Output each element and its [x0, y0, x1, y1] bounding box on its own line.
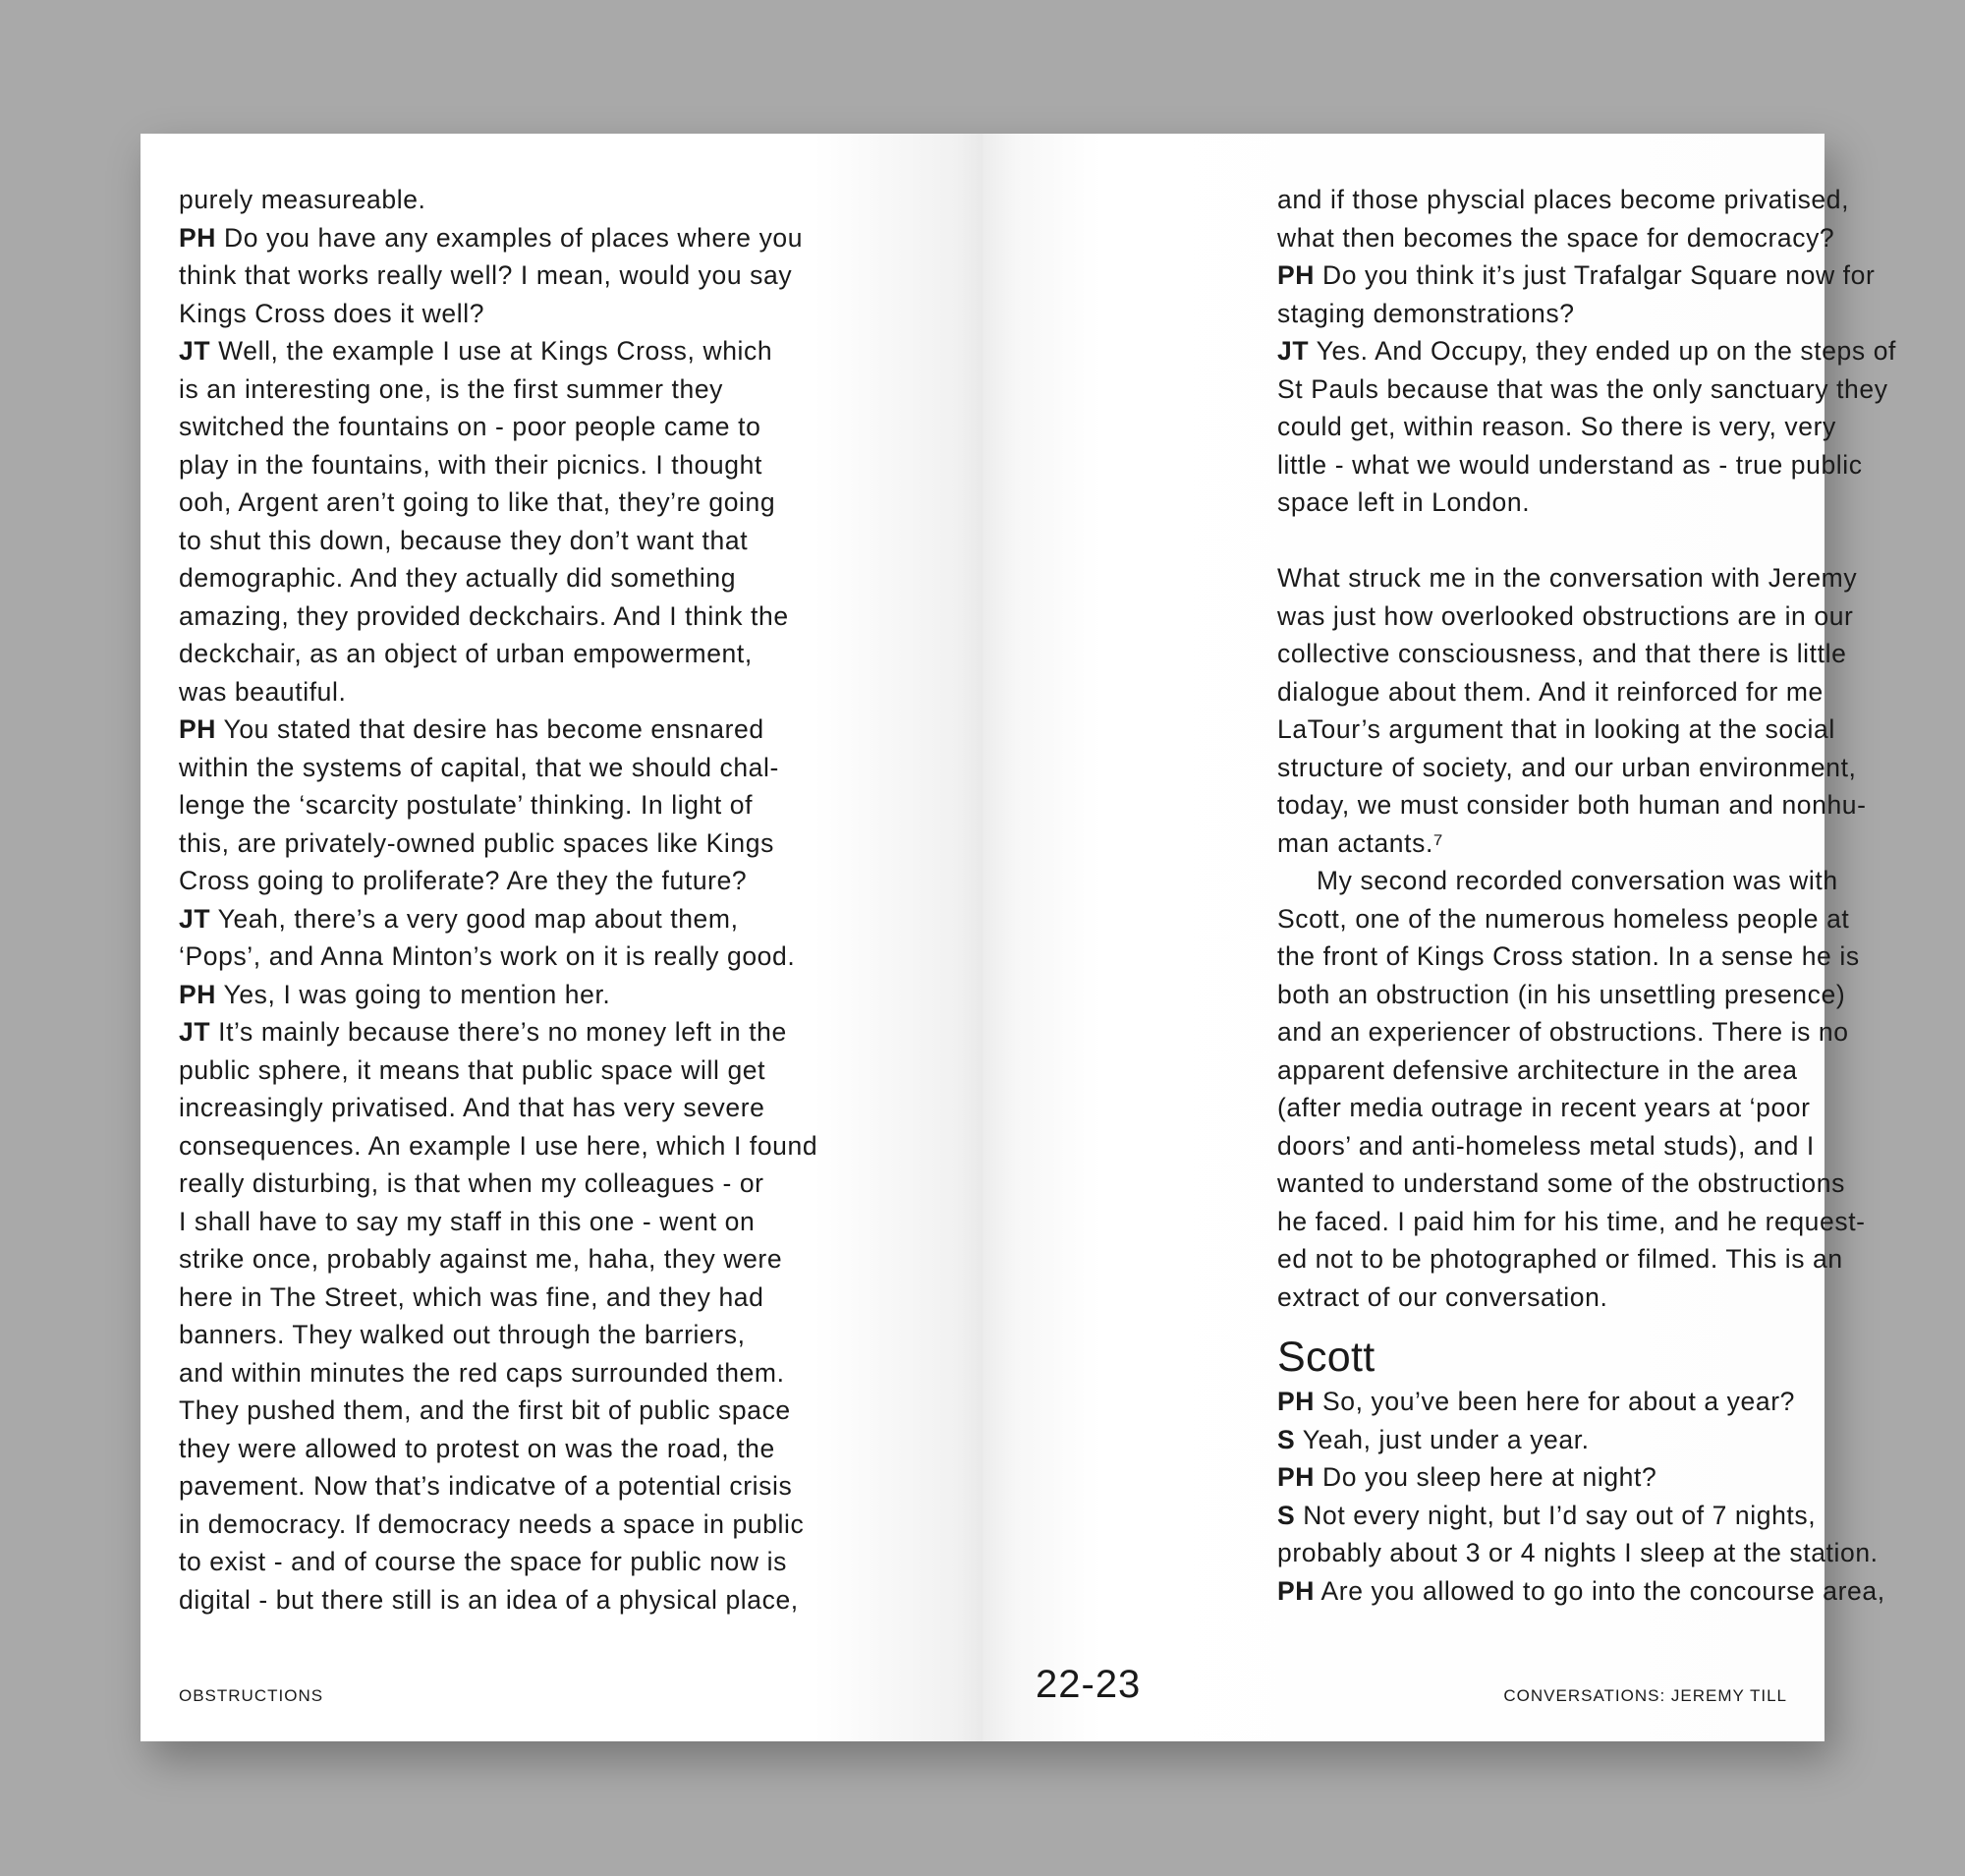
- text-line: [179, 749, 945, 787]
- text-line: [1277, 559, 1858, 597]
- line-text: he faced. I paid him for his time, and he request-: [1277, 1206, 1866, 1236]
- line-text: banners. They walked out through the barriers,: [179, 1320, 746, 1349]
- line-text: and an experiencer of obstructions. There is no: [1277, 1017, 1849, 1047]
- speaker-initials: S: [1277, 1500, 1296, 1530]
- text-line: [1277, 1534, 1879, 1572]
- text-line: [1277, 938, 1860, 976]
- running-footer-right: CONVERSATIONS: JEREMY TILL: [1503, 1686, 1787, 1705]
- line-text: purely measureable.: [179, 185, 426, 214]
- line-text: strike once, probably against me, haha, they were: [179, 1244, 783, 1274]
- text-line: [1277, 446, 1863, 484]
- text-line: [179, 181, 945, 219]
- line-text: they were allowed to protest on was the road, the: [179, 1433, 775, 1463]
- line-text: deckchair, as an object of urban empowerment,: [179, 639, 753, 668]
- line-text: man actants.⁷: [1277, 827, 1444, 858]
- text-line: [179, 522, 945, 560]
- line-text: both an obstruction (in his unsettling presence): [1277, 979, 1846, 1009]
- text-line: [179, 1203, 945, 1241]
- text-line: [179, 256, 945, 295]
- right-page-body: [1277, 181, 1897, 1610]
- line-text: to shut this down, because they don’t want that: [179, 525, 749, 555]
- line-text: What struck me in the conversation with Jeremy: [1277, 563, 1858, 593]
- text-line: [1277, 1572, 1885, 1611]
- line-text: consequences. An example I use here, which I found: [179, 1130, 818, 1161]
- speaker-initials: PH: [1277, 1575, 1316, 1606]
- text-line: [1277, 673, 1824, 711]
- text-line: [179, 862, 945, 900]
- text-line: [1277, 1089, 1811, 1127]
- speaker-initials: PH: [179, 979, 217, 1009]
- speaker-initials: PH: [1277, 260, 1316, 290]
- right-page: [982, 134, 1897, 1741]
- text-line: [179, 408, 945, 446]
- text-line: [179, 1013, 945, 1052]
- line-text: ed not to be photographed or filmed. This is an: [1277, 1244, 1843, 1274]
- text-line: [179, 559, 945, 597]
- line-text: demographic. And they actually did something: [179, 563, 737, 593]
- line-text: apparent defensive architecture in the area: [1277, 1054, 1798, 1085]
- text-line: [1277, 824, 1808, 863]
- text-line: [179, 1543, 945, 1581]
- line-text: collective consciousness, and that there is little: [1277, 639, 1847, 668]
- line-text: wanted to understand some of the obstructions: [1277, 1168, 1845, 1198]
- line-text: LaTour’s argument that in looking at the social: [1277, 714, 1835, 744]
- speaker-initials: PH: [1277, 1462, 1316, 1492]
- line-text: amazing, they provided deckchairs. And I think the: [179, 600, 789, 631]
- text-line: [179, 1127, 945, 1165]
- text-line: [1277, 1013, 1849, 1052]
- text-line: [179, 1052, 945, 1090]
- line-text: in democracy. If democracy needs a space in public: [179, 1508, 805, 1539]
- speaker-initials: S: [1277, 1424, 1296, 1454]
- line-text: within the systems of capital, that we should chal-: [179, 752, 779, 782]
- text-line: [179, 1165, 945, 1203]
- text-line: [1277, 1240, 1843, 1279]
- text-line: [179, 295, 945, 333]
- text-line: [179, 635, 945, 673]
- line-text: think that works really well? I mean, would you say: [179, 260, 793, 290]
- line-text: lenge the ‘scarcity postulate’ thinking. In light of: [179, 790, 754, 820]
- line-text: is an interesting one, is the first summer they: [179, 373, 724, 404]
- text-line: [179, 332, 945, 370]
- text-line: [1277, 1127, 1815, 1165]
- line-text: Scott, one of the numerous homeless people at: [1277, 903, 1850, 934]
- text-line: [1277, 256, 1876, 295]
- line-text: (after media outrage in recent years at ‘poor: [1277, 1093, 1811, 1122]
- text-line: [1277, 1203, 1866, 1241]
- text-line: [179, 1467, 945, 1506]
- line-text: Yeah, just under a year.: [1302, 1424, 1590, 1454]
- text-line: [1277, 1421, 1808, 1459]
- text-line: [1277, 181, 1850, 219]
- speaker-initials: PH: [1277, 1387, 1316, 1416]
- line-text: Do you think it’s just Trafalgar Square now for: [1321, 260, 1876, 290]
- left-page-body: [179, 181, 945, 1619]
- line-text: Are you allowed to go into the concourse area,: [1320, 1575, 1885, 1606]
- text-line: [1277, 749, 1857, 787]
- running-footer-left: OBSTRUCTIONS: [179, 1686, 324, 1705]
- speaker-initials: PH: [179, 222, 217, 253]
- text-line: [179, 938, 945, 976]
- text-line: [1277, 1052, 1808, 1090]
- line-text: digital - but there still is an idea of a physical place,: [179, 1584, 799, 1615]
- text-line: [179, 1240, 945, 1279]
- speaker-initials: PH: [179, 714, 217, 744]
- text-line: [179, 1581, 945, 1620]
- text-line: [179, 824, 945, 863]
- speaker-initials: JT: [179, 336, 211, 366]
- text-line: [179, 711, 945, 749]
- text-line: [1277, 786, 1867, 824]
- line-text: increasingly privatised. And that has very severe: [179, 1093, 765, 1122]
- text-line: [1277, 332, 1897, 370]
- line-text: Cross going to proliferate? Are they the future?: [179, 866, 748, 895]
- line-text: public sphere, it means that public space will get: [179, 1054, 766, 1085]
- text-line: [179, 1316, 945, 1354]
- text-line: [1277, 597, 1854, 636]
- text-line: [179, 1089, 945, 1127]
- text-line: [1277, 900, 1850, 938]
- text-line: [179, 976, 945, 1014]
- line-text: really disturbing, is that when my colleagues - or: [179, 1168, 764, 1198]
- line-text: could get, within reason. So there is very, very: [1277, 412, 1836, 441]
- text-line: [179, 1506, 945, 1544]
- line-text: You stated that desire has become ensnared: [223, 714, 764, 744]
- line-text: Kings Cross does it well?: [179, 298, 485, 328]
- line-text: Yes. And Occupy, they ended up on the steps of: [1316, 336, 1897, 366]
- line-text: doors’ and anti-homeless metal studs), and I: [1277, 1130, 1815, 1161]
- line-text: extract of our conversation.: [1277, 1281, 1608, 1312]
- line-text: play in the fountains, with their picnics. I thought: [179, 449, 762, 480]
- paragraph-break: [1277, 522, 1808, 560]
- line-text: was just how overlooked obstructions are in our: [1277, 600, 1854, 631]
- text-line: [179, 370, 945, 409]
- line-text: It’s mainly because there’s no money left in the: [218, 1017, 787, 1047]
- text-line: [1277, 370, 1888, 409]
- text-line: [1277, 635, 1847, 673]
- line-text: probably about 3 or 4 nights I sleep at the station.: [1277, 1538, 1879, 1567]
- line-text: ‘Pops’, and Anna Minton’s work on it is really good.: [179, 941, 796, 971]
- line-text: structure of society, and our urban environment,: [1277, 752, 1857, 782]
- text-line: [179, 1354, 945, 1393]
- text-line: [179, 900, 945, 938]
- speaker-initials: JT: [179, 1017, 211, 1047]
- line-text: ooh, Argent aren’t going to like that, they’re going: [179, 487, 776, 517]
- speaker-initials: JT: [1277, 336, 1310, 366]
- line-text: here in The Street, which was fine, and they had: [179, 1281, 764, 1312]
- text-line: [179, 219, 945, 257]
- text-line: [179, 483, 945, 522]
- left-page: [140, 134, 982, 1741]
- text-line: [1277, 483, 1808, 522]
- text-line: [179, 1430, 945, 1468]
- page-numbers: 22-23: [1036, 1663, 1142, 1706]
- line-text: pavement. Now that’s indicatve of a potential crisis: [179, 1471, 793, 1501]
- line-text: little - what we would understand as - true public: [1277, 449, 1863, 480]
- line-text: Not every night, but I’d say out of 7 nights,: [1303, 1500, 1817, 1530]
- section-heading: Scott: [1277, 1334, 1376, 1381]
- line-text: I shall have to say my staff in this one - went on: [179, 1206, 756, 1236]
- text-line: [179, 597, 945, 636]
- line-text: They pushed them, and the first bit of public space: [179, 1395, 791, 1425]
- line-text: was beautiful.: [179, 676, 347, 707]
- line-text: Do you have any examples of places where you: [223, 222, 804, 253]
- speaker-initials: JT: [179, 903, 211, 934]
- line-text: My second recorded conversation was with: [1317, 866, 1838, 895]
- line-text: So, you’ve been here for about a year?: [1321, 1387, 1795, 1416]
- text-line: [1277, 976, 1846, 1014]
- line-text: switched the fountains on - poor people came to: [179, 412, 761, 441]
- text-line: [1277, 1383, 1808, 1421]
- book-spread: [140, 134, 1897, 1741]
- text-line: [1277, 1165, 1845, 1203]
- text-line: [179, 446, 945, 484]
- line-text: Do you sleep here at night?: [1321, 1462, 1657, 1492]
- text-line: [1277, 1497, 1817, 1535]
- line-text: to exist - and of course the space for public now is: [179, 1547, 787, 1576]
- text-line: [1277, 1279, 1808, 1317]
- line-text: and within minutes the red caps surrounded them.: [179, 1357, 785, 1388]
- text-line: [179, 1279, 945, 1317]
- text-line: [1277, 408, 1836, 446]
- text-line: [179, 673, 945, 711]
- line-text: the front of Kings Cross station. In a sense he is: [1277, 941, 1860, 971]
- line-text: and if those physcial places become privatised,: [1277, 185, 1850, 214]
- text-line: [1277, 862, 1838, 900]
- line-text: St Pauls because that was the only sanctuary they: [1277, 373, 1888, 404]
- line-text: Yeah, there’s a very good map about them,: [217, 903, 739, 934]
- line-text: today, we must consider both human and nonhu-: [1277, 790, 1867, 820]
- line-text: what then becomes the space for democracy?: [1277, 222, 1835, 253]
- text-line: [1277, 711, 1835, 749]
- text-line: [179, 1392, 945, 1430]
- text-line: [179, 786, 945, 824]
- text-line: [1277, 219, 1835, 257]
- text-line: [1277, 295, 1808, 333]
- line-text: this, are privately-owned public spaces like Kings: [179, 827, 774, 858]
- line-text: space left in London.: [1277, 487, 1531, 517]
- text-line: [1277, 1458, 1808, 1497]
- line-text: Well, the example I use at Kings Cross, which: [218, 336, 773, 366]
- line-text: dialogue about them. And it reinforced for me: [1277, 676, 1824, 707]
- line-text: staging demonstrations?: [1277, 298, 1575, 328]
- line-text: Yes, I was going to mention her.: [223, 979, 611, 1009]
